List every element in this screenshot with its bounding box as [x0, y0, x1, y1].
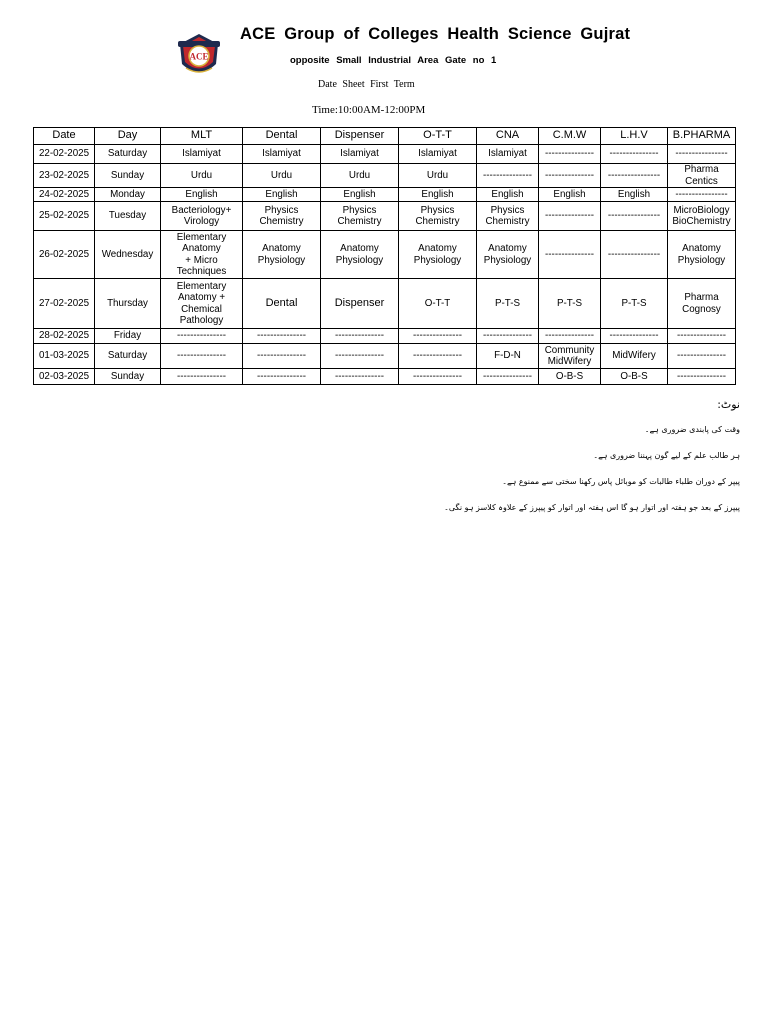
day-cell: Sunday [95, 164, 161, 188]
subject-cell: --------------- [668, 329, 736, 344]
note-item: پیپر کے دوران طلباء طالبات کو موبائل پاس رکھنا سختی سے ممنوع ہے۔ [502, 477, 740, 486]
date-cell: 02-03-2025 [34, 369, 95, 385]
table-row [34, 145, 736, 164]
subject-cell: O-B-S [601, 369, 668, 385]
subject-cell: English [477, 188, 539, 202]
table-row [34, 202, 736, 231]
subject-cell: --------------- [601, 145, 668, 164]
day-cell: Thursday [95, 279, 161, 329]
notes-section [444, 398, 740, 529]
subject-cell: Pharma Centics [668, 164, 736, 188]
subject-cell: --------------- [477, 164, 539, 188]
subject-cell: --------------- [321, 344, 399, 369]
column-header: Dispenser [321, 128, 399, 145]
subject-cell: O-B-S [539, 369, 601, 385]
subject-cell: --------------- [321, 329, 399, 344]
column-header: MLT [161, 128, 243, 145]
subject-cell: --------------- [539, 231, 601, 279]
subject-cell: O-T-T [399, 279, 477, 329]
subject-cell: Islamiyat [321, 145, 399, 164]
date-cell: 01-03-2025 [34, 344, 95, 369]
subject-cell: P-T-S [601, 279, 668, 329]
day-cell: Monday [95, 188, 161, 202]
column-header: L.H.V [601, 128, 668, 145]
date-sheet-title: Date Sheet First Term [318, 79, 415, 90]
subject-cell: --------------- [477, 369, 539, 385]
subject-cell: ---------------- [601, 164, 668, 188]
subject-cell: English [161, 188, 243, 202]
subject-cell: English [399, 188, 477, 202]
table-row [34, 231, 736, 279]
subject-cell: English [539, 188, 601, 202]
subject-cell: MicroBiology BioChemistry [668, 202, 736, 231]
subject-cell: Urdu [321, 164, 399, 188]
day-cell: Saturday [95, 344, 161, 369]
date-cell: 23-02-2025 [34, 164, 95, 188]
exam-time: Time:10:00AM-12:00PM [312, 104, 426, 116]
subject-cell: --------------- [321, 369, 399, 385]
subject-cell: --------------- [477, 329, 539, 344]
college-logo [174, 30, 224, 78]
college-title: ACE Group of Colleges Health Science Gujrat [240, 25, 631, 43]
table-row [34, 369, 736, 385]
subject-cell: MidWifery [601, 344, 668, 369]
subject-cell: --------------- [539, 164, 601, 188]
subject-cell: --------------- [399, 329, 477, 344]
subject-cell: --------------- [161, 344, 243, 369]
subject-cell: --------------- [161, 369, 243, 385]
subject-cell: Urdu [399, 164, 477, 188]
date-cell: 22-02-2025 [34, 145, 95, 164]
date-cell: 24-02-2025 [34, 188, 95, 202]
subject-cell: Physics Chemistry [399, 202, 477, 231]
subject-cell: Physics Chemistry [477, 202, 539, 231]
subject-cell: ---------------- [601, 231, 668, 279]
subject-cell: --------------- [399, 344, 477, 369]
column-header: CNA [477, 128, 539, 145]
subject-cell: Islamiyat [399, 145, 477, 164]
subject-cell: English [321, 188, 399, 202]
subject-cell: Islamiyat [477, 145, 539, 164]
day-cell: Saturday [95, 145, 161, 164]
column-header: C.M.W [539, 128, 601, 145]
subject-cell: ---------------- [668, 188, 736, 202]
subject-cell: P-T-S [477, 279, 539, 329]
table-row [34, 188, 736, 202]
subject-cell: Dental [243, 279, 321, 329]
table-body [34, 145, 736, 385]
subject-cell: Anatomy Physiology [399, 231, 477, 279]
day-cell: Wednesday [95, 231, 161, 279]
subject-cell: Urdu [161, 164, 243, 188]
subject-cell: Urdu [243, 164, 321, 188]
subject-cell: English [243, 188, 321, 202]
subject-cell: P-T-S [539, 279, 601, 329]
date-cell: 27-02-2025 [34, 279, 95, 329]
subject-cell: F-D-N [477, 344, 539, 369]
subject-cell: --------------- [243, 329, 321, 344]
subject-cell: --------------- [539, 145, 601, 164]
subject-cell: --------------- [539, 202, 601, 231]
day-cell: Sunday [95, 369, 161, 385]
table-row [34, 344, 736, 369]
day-cell: Friday [95, 329, 161, 344]
date-cell: 25-02-2025 [34, 202, 95, 231]
subject-cell: Physics Chemistry [321, 202, 399, 231]
subject-cell: --------------- [601, 329, 668, 344]
subject-cell: Bacteriology+ Virology [161, 202, 243, 231]
subject-cell: Community MidWifery [539, 344, 601, 369]
note-item: ہر طالب علم کے لیے گون پہننا ضروری ہے۔ [593, 451, 740, 460]
column-header: O-T-T [399, 128, 477, 145]
notes-heading: نوٹ: [717, 398, 740, 411]
note-item: پیپرز کے بعد جو ہفتہ اور اتوار ہو گا اس ہفتہ اور اتوار کو پیپرز کے علاوہ کلاسز ہو نگی۔ [444, 503, 740, 512]
column-header: Dental [243, 128, 321, 145]
column-header: B.PHARMA [668, 128, 736, 145]
subject-cell: Elementary Anatomy + Chemical Pathology [161, 279, 243, 329]
subject-cell: Anatomy Physiology [243, 231, 321, 279]
college-address: opposite Small Industrial Area Gate no 1 [290, 55, 497, 66]
subject-cell: Elementary Anatomy + Micro Techniques [161, 231, 243, 279]
subject-cell: Anatomy Physiology [477, 231, 539, 279]
table-row [34, 279, 736, 329]
subject-cell: Pharma Cognosy [668, 279, 736, 329]
column-header: Day [95, 128, 161, 145]
logo-text: ACE [189, 51, 209, 62]
subject-cell: Dispenser [321, 279, 399, 329]
date-cell: 28-02-2025 [34, 329, 95, 344]
subject-cell: --------------- [668, 369, 736, 385]
subject-cell: --------------- [243, 344, 321, 369]
table-row [34, 329, 736, 344]
subject-cell: Islamiyat [161, 145, 243, 164]
column-header: Date [34, 128, 95, 145]
subject-cell: --------------- [668, 344, 736, 369]
subject-cell: Physics Chemistry [243, 202, 321, 231]
table-row [34, 164, 736, 188]
subject-cell: Anatomy Physiology [321, 231, 399, 279]
date-sheet-table [33, 127, 736, 385]
subject-cell: --------------- [539, 329, 601, 344]
note-item: وقت کی پابندی ضروری ہے۔ [644, 425, 740, 434]
subject-cell: --------------- [161, 329, 243, 344]
date-cell: 26-02-2025 [34, 231, 95, 279]
subject-cell: --------------- [399, 369, 477, 385]
table-header-row [34, 128, 736, 145]
day-cell: Tuesday [95, 202, 161, 231]
subject-cell: Islamiyat [243, 145, 321, 164]
subject-cell: ---------------- [601, 202, 668, 231]
subject-cell: English [601, 188, 668, 202]
subject-cell: --------------- [243, 369, 321, 385]
subject-cell: ---------------- [668, 145, 736, 164]
subject-cell: Anatomy Physiology [668, 231, 736, 279]
